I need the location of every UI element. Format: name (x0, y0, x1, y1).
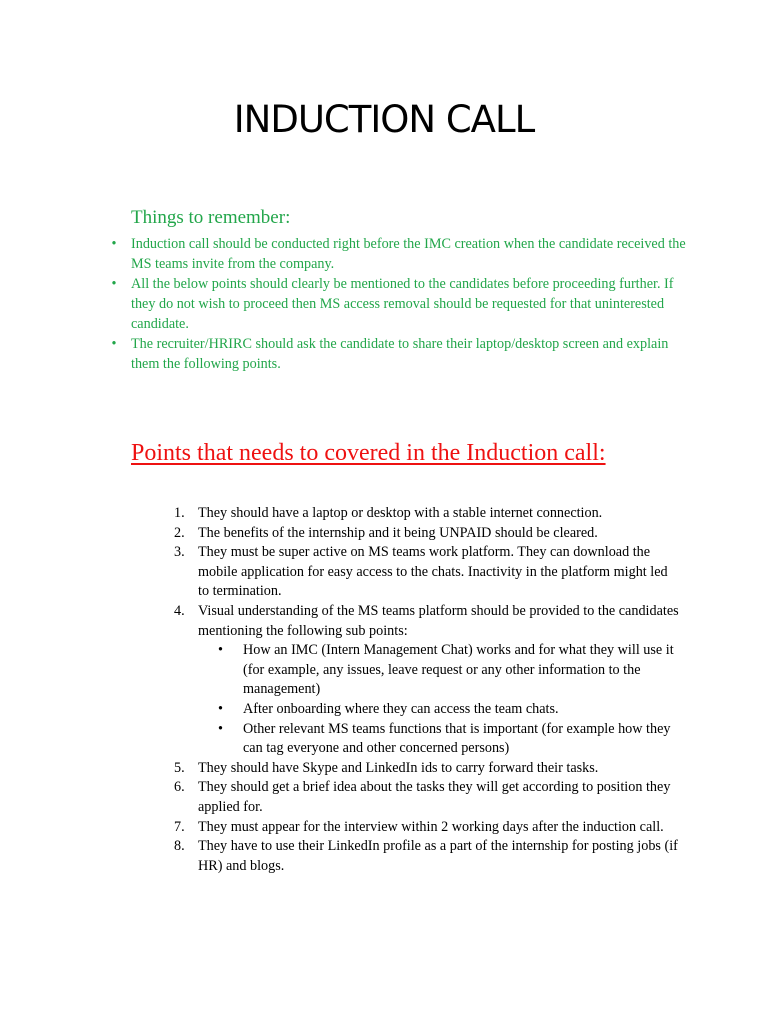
bullet-icon: • (218, 642, 223, 659)
bullet-icon: • (218, 720, 223, 737)
list-item (172, 778, 682, 817)
list-item-text: They must be super active on MS teams work platform. They can download the mobile application for easy access to the chats. Inactivity in the platform might led to termination. (198, 544, 668, 600)
points-heading: Points that needs to covered in the Induction call: (131, 440, 606, 466)
list-item (172, 759, 682, 779)
list-item-text: They should have Skype and LinkedIn ids to carry forward their tasks. (198, 759, 599, 776)
list-item-text: They should get a brief idea about the tasks they will get according to position they applied for. (198, 779, 671, 815)
list-item (107, 334, 687, 374)
item-number: 6. (174, 779, 185, 796)
bullet-icon: • (111, 336, 117, 352)
item-number: 2. (174, 524, 185, 541)
list-item-text: All the below points should clearly be mentioned to the candidates before proceeding further. If they do not wish to proceed then MS access removal should be requested for that uninterested candidate. (131, 276, 674, 332)
sub-list-item-text: After onboarding where they can access the team chats. (243, 700, 559, 717)
list-item (172, 524, 682, 544)
sub-list-item (198, 641, 682, 700)
list-item (172, 602, 682, 759)
sub-points-list (198, 641, 682, 759)
list-item (107, 274, 687, 334)
points-list (172, 504, 682, 876)
sub-list-item-text: Other relevant MS teams functions that is important (for example how they can tag everyone and other concerned persons) (243, 720, 671, 757)
bullet-icon: • (111, 236, 117, 252)
list-item-text: Induction call should be conducted right before the IMC creation when the candidate received the MS teams invite from the company. (131, 236, 686, 272)
sub-list-item-text: How an IMC (Intern Management Chat) works and for what they will use it (for example, any issues, leave request or any other information to the management) (243, 642, 674, 698)
bullet-icon: • (218, 700, 223, 717)
list-item (172, 504, 682, 524)
sub-list-item (198, 720, 682, 759)
list-item-text: They have to use their LinkedIn profile as a part of the internship for posting jobs (if HR) and blogs. (198, 838, 678, 874)
list-item-text: Visual understanding of the MS teams platform should be provided to the candidates mentioning the following sub points: (198, 602, 679, 639)
list-item-text: They must appear for the interview within 2 working days after the induction call. (198, 818, 664, 835)
sub-list-item (198, 700, 682, 720)
item-number: 1. (174, 505, 185, 521)
page-title: INDUCTION CALL (233, 98, 535, 141)
list-item-text: The recruiter/HRIRC should ask the candidate to share their laptop/desktop screen and explain them the following points. (131, 336, 669, 372)
bullet-icon: • (111, 276, 117, 292)
list-item-text: The benefits of the internship and it being UNPAID should be cleared. (198, 524, 598, 541)
list-item (107, 234, 687, 274)
list-item (172, 543, 682, 602)
list-item (172, 818, 682, 838)
item-number: 4. (174, 602, 185, 619)
item-number: 3. (174, 544, 185, 561)
things-to-remember-list (107, 234, 687, 374)
list-item (172, 837, 682, 876)
item-number: 8. (174, 838, 185, 855)
item-number: 7. (174, 818, 185, 835)
item-number: 5. (174, 759, 185, 776)
things-to-remember-heading: Things to remember: (131, 207, 291, 228)
list-item-text: They should have a laptop or desktop with a stable internet connection. (198, 505, 603, 521)
